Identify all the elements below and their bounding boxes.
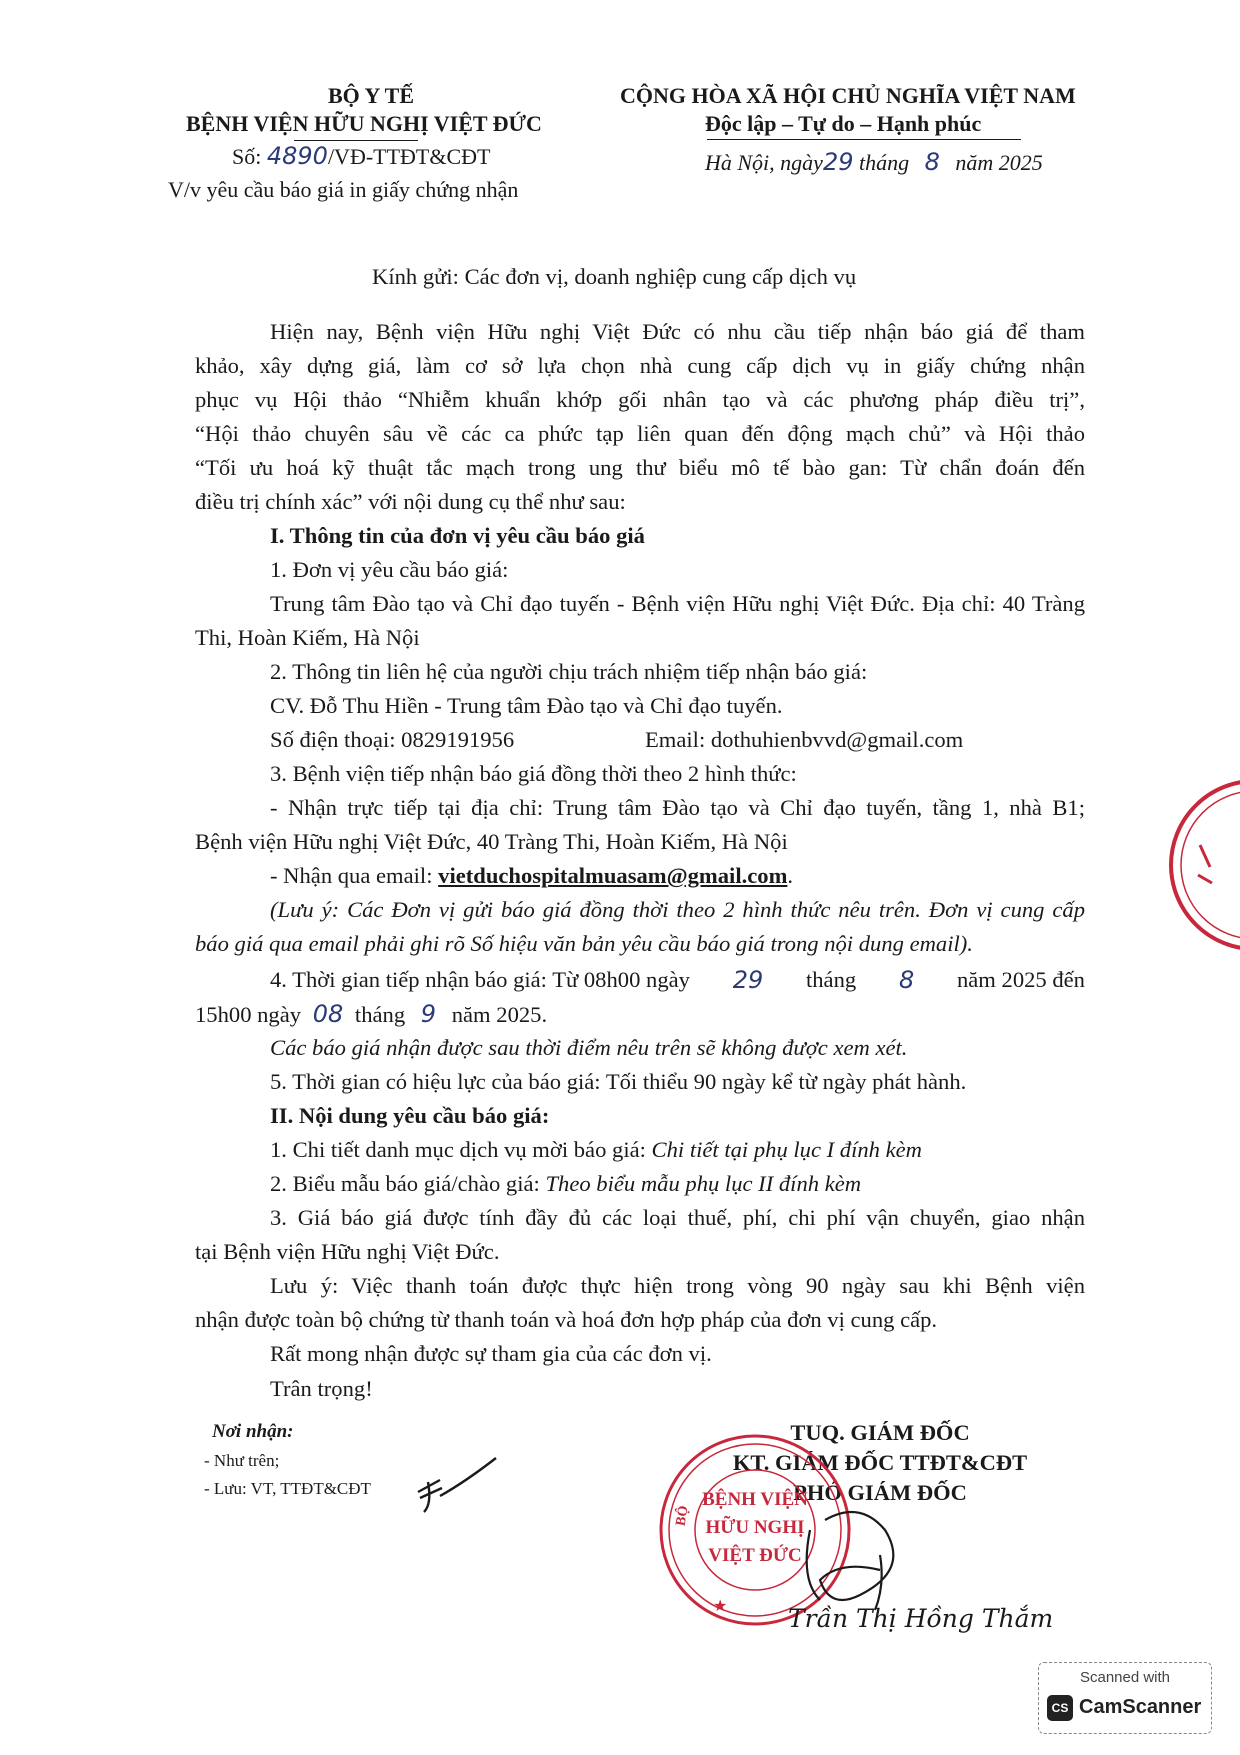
contact-phone: Số điện thoại: 0829191956 bbox=[270, 727, 515, 752]
motto-underline bbox=[707, 139, 1021, 140]
section1-title: I. Thông tin của đơn vị yêu cầu báo giá bbox=[270, 523, 645, 548]
document-number bbox=[232, 141, 490, 172]
document-subject: V/v yêu cầu báo giá in giấy chứng nhận bbox=[168, 177, 519, 202]
item4-b: tháng bbox=[805, 967, 857, 992]
intro-line: phục vụ Hội thảo “Nhiễm khuẩn khớp gối nhân tạo và các phương pháp điều trị”, bbox=[195, 387, 1085, 412]
item4-day-from: 29 bbox=[732, 966, 764, 994]
s2-item3-line1: 3. Giá báo giá được tính đầy đủ các loại thuế, phí, chi phí vận chuyển, giao nhận bbox=[270, 1205, 1085, 1230]
camscanner-logo-icon: CS bbox=[1047, 1695, 1073, 1721]
s2-item2-italic: Theo biểu mẫu phụ lục II đính kèm bbox=[545, 1171, 862, 1196]
date-month: 8 bbox=[924, 148, 940, 176]
recipients-line1: - Như trên; bbox=[204, 1451, 280, 1470]
signer-name: Trần Thị Hồng Thắm bbox=[788, 1604, 1054, 1633]
stamp-star: ★ bbox=[713, 1598, 728, 1615]
intro-line: Hiện nay, Bệnh viện Hữu nghị Việt Đức có nhu cầu tiếp nhận báo giá để tham bbox=[270, 319, 1085, 344]
s1-item3-email-row bbox=[270, 861, 1085, 891]
item4-e: tháng bbox=[354, 1002, 406, 1027]
date-prefix: Hà Nội, ngày bbox=[705, 150, 823, 175]
ministry-name: BỘ Y TẾ bbox=[328, 83, 414, 108]
camscanner-name: CamScanner bbox=[1079, 1696, 1202, 1718]
payment-line1: Lưu ý: Việc thanh toán được thực hiện trong vòng 90 ngày sau khi Bệnh viện bbox=[270, 1273, 1085, 1298]
s1-item4-line2 bbox=[195, 999, 1085, 1030]
recipients-line2: - Lưu: VT, TTĐT&CĐT bbox=[204, 1479, 371, 1498]
s1-item1-line1: Trung tâm Đào tạo và Chỉ đạo tuyến - Bệnh viện Hữu nghị Việt Đức. Địa chỉ: 40 Tràng bbox=[270, 591, 1085, 616]
s1-item2-label: 2. Thông tin liên hệ của người chịu trách nhiệm tiếp nhận báo giá: bbox=[270, 659, 868, 684]
date-day: 29 bbox=[822, 148, 854, 176]
item4-a: 4. Thời gian tiếp nhận báo giá: Từ 08h00 ngày bbox=[270, 967, 690, 992]
s1-item3-direct-line1: - Nhận trực tiếp tại địa chỉ: Trung tâm Đào tạo và Chỉ đạo tuyến, tầng 1, nhà B1; bbox=[270, 795, 1085, 820]
section2-title: II. Nội dung yêu cầu báo giá: bbox=[270, 1103, 550, 1128]
signature-scribble bbox=[790, 1500, 930, 1620]
date-month-label: tháng bbox=[859, 150, 910, 175]
s1-item1-label: 1. Đơn vị yêu cầu báo giá: bbox=[270, 557, 509, 582]
contact-email: Email: dothuhienbvvd@gmail.com bbox=[645, 727, 964, 752]
signature-line3: PHÓ GIÁM ĐỐC bbox=[793, 1480, 967, 1505]
national-motto: Độc lập – Tự do – Hạnh phúc bbox=[705, 111, 982, 136]
intro-line: khảo, xây dựng giá, làm cơ sở lựa chọn nhà cung cấp dịch vụ in giấy chứng nhận bbox=[195, 353, 1085, 378]
doc-number-suffix: /VĐ-TTĐT&CĐT bbox=[327, 144, 491, 169]
s2-item1-italic: Chi tiết tại phụ lục I đính kèm bbox=[651, 1137, 922, 1162]
email-prefix: - Nhận qua email: bbox=[270, 863, 439, 888]
signature-line2: KT. GIÁM ĐỐC TTĐT&CĐT bbox=[732, 1450, 1028, 1475]
s1-item2-contact: CV. Đỗ Thu Hiền - Trung tâm Đào tạo và Chỉ đạo tuyến. bbox=[270, 693, 783, 718]
recipients-title: Nơi nhận: bbox=[212, 1421, 294, 1442]
note-line1: (Lưu ý: Các Đơn vị gửi báo giá đồng thời theo 2 hình thức nêu trên. Đơn vị cung cấp bbox=[270, 897, 1085, 922]
s2-item1-prefix: 1. Chi tiết danh mục dịch vụ mời báo giá: bbox=[270, 1137, 652, 1162]
s1-item4-line1 bbox=[270, 965, 1085, 995]
closing-line: Rất mong nhận được sự tham gia của các đơn vị. bbox=[270, 1341, 712, 1366]
camscanner-top-text: Scanned with bbox=[1079, 1669, 1171, 1686]
note-line2: báo giá qua email phải ghi rõ Số hiệu văn bản yêu cầu báo giá trong nội dung email). bbox=[195, 931, 973, 956]
payment-line2: nhận được toàn bộ chứng từ thanh toán và hoá đơn hợp pháp của đơn vị cung cấp. bbox=[195, 1307, 938, 1332]
salutation: Kính gửi: Các đơn vị, doanh nghiệp cung cấp dịch vụ bbox=[372, 264, 857, 289]
s1-item5: 5. Thời gian có hiệu lực của báo giá: Tối thiểu 90 ngày kể từ ngày phát hành. bbox=[270, 1069, 967, 1094]
intro-line: điều trị chính xác” với nội dung cụ thể như sau: bbox=[195, 489, 626, 514]
s1-item1-line2: Thi, Hoàn Kiếm, Hà Nội bbox=[195, 625, 420, 650]
s1-item3-label: 3. Bệnh viện tiếp nhận báo giá đồng thời theo 2 hình thức: bbox=[270, 761, 797, 786]
item4-month-to: 9 bbox=[420, 1000, 437, 1028]
camscanner-badge bbox=[1038, 1662, 1212, 1734]
s1-contact-row bbox=[270, 725, 1085, 755]
item4-day-to: 08 bbox=[312, 1000, 344, 1028]
signature-line1: TUQ. GIÁM ĐỐC bbox=[790, 1420, 970, 1445]
hospital-name: BỆNH VIỆN HỮU NGHỊ VIỆT ĐỨC bbox=[186, 111, 542, 136]
stamp-line1: BỆNH VIỆN bbox=[702, 1489, 808, 1510]
email-suffix: . bbox=[787, 863, 794, 888]
doc-number-prefix: Số: bbox=[232, 144, 262, 169]
item4-f: năm 2025. bbox=[451, 1002, 548, 1027]
stamp-side-text: BỘ bbox=[673, 1504, 692, 1528]
purchase-email-link[interactable]: vietduchospitalmuasam@gmail.com bbox=[438, 863, 788, 888]
s1-item3-direct-line2: Bệnh viện Hữu nghị Việt Đức, 40 Tràng Thi, Hoàn Kiếm, Hà Nội bbox=[195, 829, 788, 854]
date-year: năm 2025 bbox=[955, 150, 1043, 175]
intro-line: “Tối ưu hoá kỹ thuật tắc mạch trong ung thư biểu mô tế bào gan: Từ chẩn đoán đến bbox=[195, 455, 1085, 480]
s2-item3-line2: tại Bệnh viện Hữu nghị Việt Đức. bbox=[195, 1239, 500, 1264]
initials-mark bbox=[410, 1452, 500, 1522]
stamp-line2: HỮU NGHỊ bbox=[705, 1517, 805, 1538]
stamp-line3: VIỆT ĐỨC bbox=[708, 1545, 802, 1566]
intro-line: “Hội thảo chuyên sâu về các ca phức tạp liên quan đến động mạch chủ” và Hội thảo bbox=[195, 421, 1085, 446]
item4-c: năm 2025 đến bbox=[956, 967, 1085, 992]
s2-item2-prefix: 2. Biểu mẫu báo giá/chào giá: bbox=[270, 1171, 546, 1196]
republic-title: CỘNG HÒA XÃ HỘI CHỦ NGHĨA VIỆT NAM bbox=[620, 83, 1076, 108]
document-date bbox=[705, 147, 1043, 178]
s1-item4-note: Các báo giá nhận được sau thời điểm nêu trên sẽ không được xem xét. bbox=[270, 1035, 908, 1060]
doc-number-handwritten: 4890 bbox=[266, 142, 328, 170]
s2-item1 bbox=[270, 1135, 1085, 1165]
item4-d: 15h00 ngày bbox=[195, 1002, 302, 1027]
item4-month-from: 8 bbox=[898, 966, 915, 994]
edge-seal-fragment bbox=[1160, 775, 1240, 955]
regards-line: Trân trọng! bbox=[270, 1376, 373, 1401]
s2-item2 bbox=[270, 1169, 1085, 1199]
